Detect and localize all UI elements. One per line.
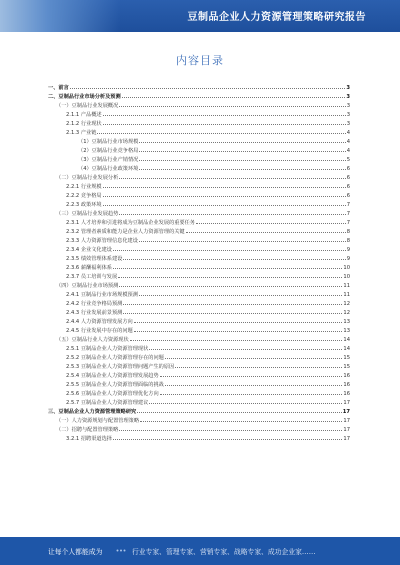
toc-entry[interactable]: [48, 352, 350, 361]
toc-entry-label: 2.3.6 薪酬福利体系: [66, 265, 112, 271]
toc-entry[interactable]: [48, 100, 350, 109]
dot-leader: [139, 295, 342, 296]
toc-entry-page: 7: [346, 220, 350, 226]
toc-entry-label: 2.5.2 豆制品企业人力资源管理存在的问题: [66, 355, 164, 361]
toc-entry-label: 2.4.4 人力资源管理发展方向: [66, 319, 133, 325]
toc-entry[interactable]: [48, 163, 350, 172]
toc-entry-label: 2.3.7 员工培训与发展: [66, 274, 118, 280]
toc-entry-label: 2.5.6 豆制品企业人力资源管理优化方向: [66, 391, 159, 397]
toc-entry-page: 17: [343, 400, 350, 406]
toc-entry-page: 6: [346, 175, 350, 181]
toc-entry-label: 2.3.2 管理者素质和能力是企业人力资源管理的关键: [66, 229, 185, 235]
dot-leader: [119, 214, 345, 215]
dot-leader: [149, 403, 342, 404]
toc-entry-page: 7: [346, 211, 350, 217]
dot-leader: [149, 349, 342, 350]
toc-entry-label: 2.2.3 政策环境: [66, 202, 102, 208]
dot-leader: [165, 358, 343, 359]
toc-entry-label: （2）豆制品行业竞争格局: [78, 148, 139, 154]
dot-leader: [123, 259, 345, 260]
dot-leader: [139, 169, 345, 170]
toc-entry[interactable]: [48, 199, 350, 208]
dots-icon: [116, 548, 126, 553]
toc-entry-page: 12: [343, 301, 350, 307]
toc-entry-page: 16: [343, 373, 350, 379]
toc-entry-label: 2.2.1 行业规模: [66, 184, 102, 190]
toc-entry-label: 2.5.1 豆制品企业人力资源管理现状: [66, 346, 149, 352]
toc-entry[interactable]: [48, 415, 350, 424]
toc-entry-label: 2.5.5 豆制品企业人力资源管理面临的挑战: [66, 382, 164, 388]
toc-entry[interactable]: [48, 361, 350, 370]
toc-entry-label: （二）招聘与配置管理策略: [56, 427, 119, 433]
toc-entry[interactable]: [48, 262, 350, 271]
dot-leader: [160, 394, 343, 395]
dot-leader: [139, 151, 345, 152]
dot-leader: [97, 133, 345, 134]
toc-entry-page: 14: [343, 346, 350, 352]
toc-entry[interactable]: [48, 172, 350, 181]
toc-heading: 内容目录: [176, 54, 224, 67]
toc-entry-label: 2.5.4 豆制品企业人力资源管理发展趋势: [66, 373, 159, 379]
toc-entry[interactable]: [48, 271, 350, 280]
toc-entry-page: 3: [346, 121, 350, 127]
toc-entry-page: 13: [343, 328, 350, 334]
toc-entry-page: 5: [346, 157, 350, 163]
dot-leader: [103, 124, 346, 125]
dot-leader: [134, 331, 343, 332]
toc-entry-page: 10: [343, 265, 350, 271]
dot-leader: [113, 250, 346, 251]
toc-entry-label: 二、豆制品行业市场分析及预测: [48, 94, 121, 100]
toc-entry[interactable]: [48, 118, 350, 127]
toc-entry-page: 3: [346, 103, 350, 109]
toc-entry-label: 2.2.2 竞争格局: [66, 193, 102, 199]
toc-entry-page: 3: [346, 94, 350, 100]
toc-entry[interactable]: [48, 145, 350, 154]
dot-leader: [140, 421, 342, 422]
toc-entry-label: 2.1.3 产业链: [66, 130, 97, 136]
dot-leader: [119, 286, 342, 287]
toc-entry[interactable]: [48, 181, 350, 190]
dot-leader: [103, 187, 346, 188]
toc-entry-label: （一）人力资源规划与配置管理策略: [56, 418, 140, 424]
toc-entry-page: 13: [343, 319, 350, 325]
toc-entry-page: 7: [346, 202, 350, 208]
toc-entry[interactable]: [48, 325, 350, 334]
toc-entry-label: 2.3.4 企业文化建设: [66, 247, 112, 253]
toc-entry[interactable]: [48, 433, 350, 442]
toc-entry-page: 4: [346, 130, 350, 136]
dot-leader: [123, 313, 342, 314]
toc-entry[interactable]: [48, 244, 350, 253]
dot-leader: [139, 241, 346, 242]
dot-leader: [165, 385, 343, 386]
toc-entry-page: 17: [343, 418, 350, 424]
toc-entry[interactable]: [48, 280, 350, 289]
dot-leader: [70, 88, 346, 89]
toc-entry[interactable]: [48, 370, 350, 379]
toc-entry[interactable]: [48, 379, 350, 388]
dot-leader: [139, 160, 345, 161]
toc-entry-page: 17: [342, 409, 350, 415]
toc-entry-page: 12: [343, 310, 350, 316]
dot-leader: [113, 439, 342, 440]
toc-entry-page: 6: [346, 193, 350, 199]
toc-entry-label: 2.5.3 豆制品企业人力资源管理问题产生的原因: [66, 364, 175, 370]
toc-entry-page: 11: [343, 283, 350, 289]
toc-entry[interactable]: [48, 109, 350, 118]
toc-entry[interactable]: [48, 289, 350, 298]
report-title: 豆制品企业人力资源管理策略研究报告: [187, 12, 366, 23]
dot-leader: [119, 178, 345, 179]
toc-entry-label: （五）豆制品行业人力资源现状: [56, 337, 129, 343]
toc-entry-label: 2.3.5 绩效管理体系建设: [66, 256, 123, 262]
toc-entry-label: 2.4.2 行业竞争格局预测: [66, 301, 123, 307]
toc-entry-page: 3: [346, 85, 350, 91]
toc-entry-page: 17: [343, 427, 350, 433]
toc-entry-page: 8: [346, 238, 350, 244]
toc-entry[interactable]: [48, 208, 350, 217]
toc-entry-page: 10: [343, 274, 350, 280]
toc-entry[interactable]: [48, 424, 350, 433]
toc-entry-label: （1）豆制品行业市场规模: [78, 139, 139, 145]
toc-entry-label: （四）豆制品行业市场预测: [56, 283, 119, 289]
toc-entry-page: 16: [343, 382, 350, 388]
toc-entry-page: 6: [346, 166, 350, 172]
toc-entry-label: （3）豆制品行业产销情况: [78, 157, 139, 163]
toc-entry-label: 2.4.5 行业发展中存在的问题: [66, 328, 133, 334]
toc-entry-page: 16: [343, 391, 350, 397]
toc-entry-label: 2.1.1 产品概述: [66, 112, 102, 118]
toc-entry[interactable]: [48, 253, 350, 262]
table-of-contents: [48, 82, 350, 442]
toc-entry-label: 2.5.7 豆制品企业人力资源管理建议: [66, 400, 149, 406]
dot-leader: [137, 412, 342, 413]
toc-entry-page: 6: [346, 184, 350, 190]
toc-entry[interactable]: [48, 217, 350, 226]
toc-entry-label: （二）豆制品行业发展分析: [56, 175, 119, 181]
dot-leader: [130, 340, 343, 341]
toc-entry-page: 15: [343, 355, 350, 361]
toc-entry-label: （4）豆制品行业政策环境: [78, 166, 139, 172]
toc-entry-label: 2.1.2 行业现状: [66, 121, 102, 127]
dot-leader: [186, 232, 346, 233]
header-banner: [0, 0, 400, 32]
toc-entry[interactable]: [48, 91, 350, 100]
toc-entry-page: 9: [346, 256, 350, 262]
dot-leader: [119, 430, 342, 431]
toc-entry[interactable]: [48, 307, 350, 316]
toc-entry-label: （三）豆制品行业发展趋势: [56, 211, 119, 217]
dot-leader: [134, 322, 343, 323]
toc-entry-page: 4: [346, 139, 350, 145]
toc-entry-label: 2.4.1 豆制品行业市场规模预测: [66, 292, 138, 298]
toc-entry-label: 三、豆制品企业人力资源管理策略研究: [48, 409, 137, 415]
dot-leader: [119, 106, 345, 107]
toc-entry[interactable]: [48, 127, 350, 136]
dot-leader: [103, 205, 346, 206]
toc-entry[interactable]: [48, 397, 350, 406]
toc-entry-page: 9: [346, 247, 350, 253]
toc-entry[interactable]: [48, 316, 350, 325]
dot-leader: [175, 367, 342, 368]
toc-entry[interactable]: [48, 235, 350, 244]
dot-leader: [139, 142, 345, 143]
toc-entry[interactable]: [48, 136, 350, 145]
toc-entry[interactable]: [48, 388, 350, 397]
dot-leader: [196, 223, 346, 224]
toc-entry-label: （一）豆制品行业发展概况: [56, 103, 119, 109]
toc-entry-label: 一、前言: [48, 85, 69, 91]
toc-entry-label: 3.2.1 招聘渠道选择: [66, 436, 112, 442]
dot-leader: [123, 304, 342, 305]
toc-entry[interactable]: [48, 82, 350, 91]
toc-entry[interactable]: [48, 343, 350, 352]
toc-entry[interactable]: [48, 406, 350, 415]
toc-entry-label: 2.4.3 行业发展前景预测: [66, 310, 123, 316]
toc-entry-page: 11: [343, 292, 350, 298]
toc-entry-page: 17: [343, 436, 350, 442]
toc-entry-page: 15: [343, 364, 350, 370]
toc-entry-page: 14: [343, 337, 350, 343]
dot-leader: [103, 196, 346, 197]
footer-tagline: 行业专家、管理专家、营销专家、战略专家、成功企业家……: [132, 548, 316, 556]
toc-entry[interactable]: [48, 334, 350, 343]
toc-entry-page: 4: [346, 148, 350, 154]
dot-leader: [103, 115, 346, 116]
footer-slogan: 让每个人都能成为: [48, 548, 103, 556]
toc-entry-label: 2.3.3 人力资源管理信息化建设: [66, 238, 138, 244]
toc-entry[interactable]: [48, 226, 350, 235]
dot-leader: [160, 376, 343, 377]
toc-entry-label: 2.3.1 人才培养和引进将成为豆制品企业发展的重要任务: [66, 220, 195, 226]
toc-entry[interactable]: [48, 298, 350, 307]
toc-entry[interactable]: [48, 154, 350, 163]
dot-leader: [122, 97, 346, 98]
toc-entry[interactable]: [48, 190, 350, 199]
toc-entry-page: 8: [346, 229, 350, 235]
dot-leader: [113, 268, 342, 269]
dot-leader: [118, 277, 342, 278]
toc-entry-page: 3: [346, 112, 350, 118]
footer-banner: [0, 537, 400, 565]
